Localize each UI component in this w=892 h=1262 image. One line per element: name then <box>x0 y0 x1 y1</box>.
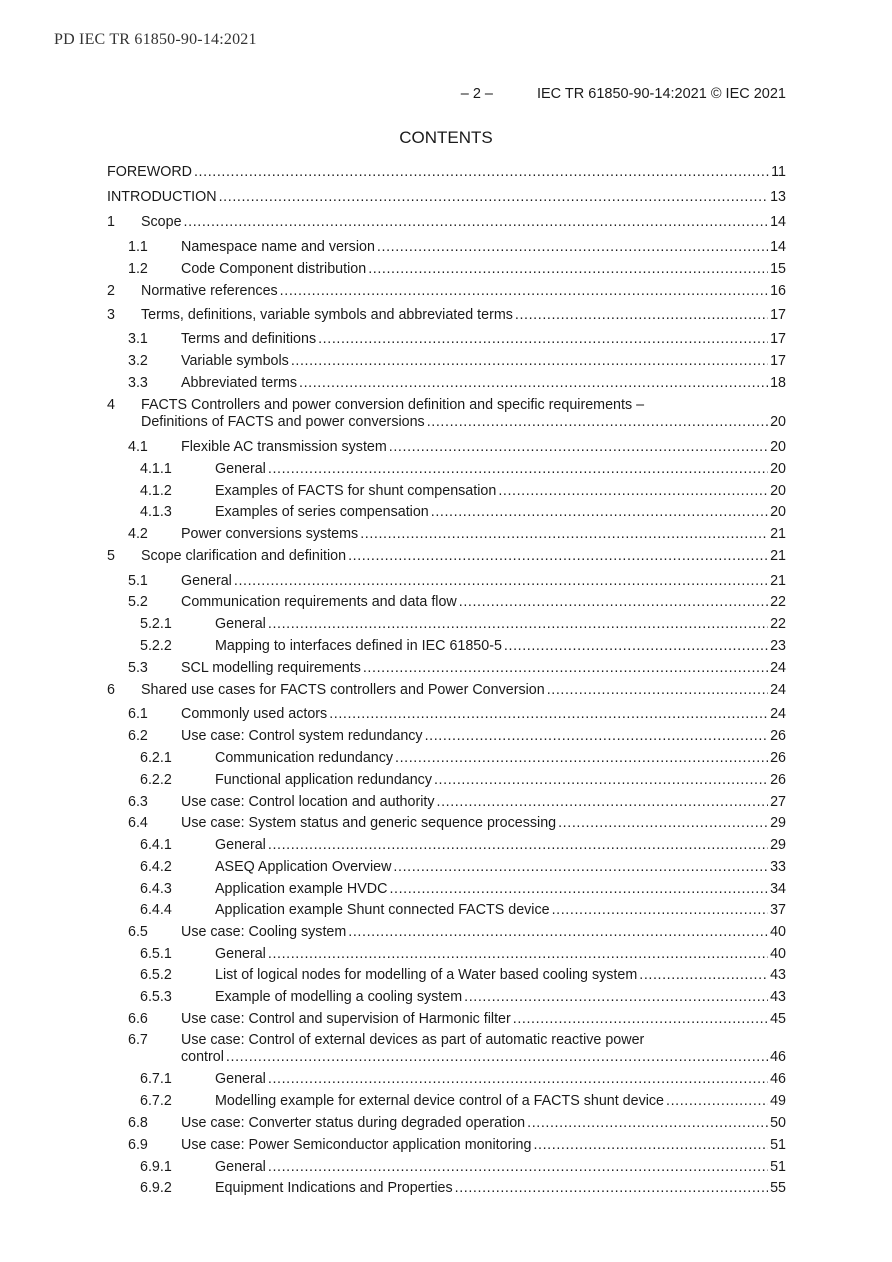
toc-entry[interactable] <box>107 1071 786 1088</box>
toc-entry-title: General <box>215 616 266 632</box>
toc-entry-page: 49 <box>770 1093 786 1109</box>
toc-entry[interactable] <box>107 307 786 324</box>
toc-entry-number: 6.4.1 <box>140 837 172 853</box>
toc-entry-page: 20 <box>770 439 786 455</box>
toc-entry[interactable] <box>107 397 786 431</box>
dot-leader <box>348 548 768 565</box>
dot-leader <box>268 837 768 854</box>
toc-entry-title: Use case: Control and supervision of Harmonic filter <box>181 1011 511 1027</box>
toc-entry-title: SCL modelling requirements <box>181 660 361 676</box>
toc-entry-page: 11 <box>771 164 786 180</box>
toc-entry-page: 40 <box>770 946 786 962</box>
toc-entry-title: Modelling example for external device control of a FACTS shunt device <box>215 1093 664 1109</box>
toc-entry-number: 6 <box>107 682 115 698</box>
toc-entry[interactable] <box>107 375 786 392</box>
toc-entry[interactable] <box>107 483 786 500</box>
toc-entry-page: 29 <box>770 837 786 853</box>
toc-entry-page: 17 <box>770 331 786 347</box>
dot-leader <box>527 1115 768 1132</box>
dot-leader <box>234 573 768 590</box>
toc-entry-title: Scope <box>141 214 182 230</box>
toc-entry-page: 16 <box>770 283 786 299</box>
toc-entry[interactable] <box>107 283 786 300</box>
toc-entry-title: Namespace name and version <box>181 239 375 255</box>
dot-leader <box>268 1071 768 1088</box>
dot-leader <box>547 682 768 699</box>
toc-entry-page: 43 <box>770 967 786 983</box>
dot-leader <box>268 461 768 478</box>
toc-entry-title: General <box>215 1159 266 1175</box>
toc-entry-page: 23 <box>770 638 786 654</box>
toc-entry[interactable] <box>107 594 786 611</box>
toc-entry-title: Example of modelling a cooling system <box>215 989 463 1005</box>
toc-entry-number: 6.9.1 <box>140 1159 172 1175</box>
toc-entry-page: 29 <box>770 815 786 831</box>
dot-leader <box>464 989 768 1006</box>
toc-entry[interactable] <box>107 1011 786 1028</box>
toc-entry[interactable] <box>107 638 786 655</box>
toc-entry-title: General <box>215 837 266 853</box>
toc-entry-title: Abbreviated terms <box>181 375 298 391</box>
toc-entry-number: 6.2 <box>128 728 148 744</box>
toc-entry-number: 6.7.2 <box>140 1093 172 1109</box>
toc-entry-number: 6.7.1 <box>140 1071 172 1087</box>
toc-entry[interactable] <box>107 526 786 543</box>
toc-entry[interactable] <box>107 353 786 370</box>
dot-leader <box>513 1011 768 1028</box>
dot-leader <box>299 375 768 392</box>
dot-leader <box>504 638 768 655</box>
toc-entry-number: 6.5.3 <box>140 989 172 1005</box>
toc-entry[interactable] <box>107 881 786 898</box>
toc-entry-number: 5.2 <box>128 594 148 610</box>
toc-entry-number: 6.9 <box>128 1137 148 1153</box>
toc-entry-page: 45 <box>770 1011 786 1027</box>
toc-entry[interactable] <box>107 616 786 633</box>
document-identifier: PD IEC TR 61850-90-14:2021 <box>54 31 257 48</box>
toc-entry-page: 55 <box>770 1180 786 1196</box>
contents-title: CONTENTS <box>399 128 493 147</box>
toc-entry-page: 20 <box>770 504 786 520</box>
toc-entry-number: 1.1 <box>128 239 148 255</box>
toc-entry[interactable] <box>107 1137 786 1154</box>
toc-entry-number: 5 <box>107 548 115 564</box>
toc-entry-number: 3.1 <box>128 331 148 347</box>
toc-entry-number: 3.3 <box>128 375 148 391</box>
toc-entry-number: 1.2 <box>128 261 148 277</box>
toc-entry[interactable] <box>107 837 786 854</box>
toc-entry-page: 21 <box>770 573 786 589</box>
toc-entry-number: 5.1 <box>128 573 148 589</box>
toc-entry[interactable] <box>107 946 786 963</box>
toc-entry-number: 6.5.2 <box>140 967 172 983</box>
toc-entry-title: Terms, definitions, variable symbols and abbreviated terms <box>141 307 513 323</box>
toc-entry[interactable] <box>107 924 786 941</box>
toc-entry-title: Code Component distribution <box>181 261 367 277</box>
toc-entry-number: 6.4.2 <box>140 859 172 875</box>
toc-entry-title: Normative references <box>141 283 278 299</box>
toc-entry[interactable] <box>107 261 786 278</box>
toc-entry-title: General <box>215 946 266 962</box>
dot-leader <box>427 414 768 431</box>
toc-entry-title-continued: Definitions of FACTS and power conversions <box>141 414 425 430</box>
toc-entry-title: Examples of series compensation <box>215 504 429 520</box>
dot-leader <box>552 902 769 919</box>
page-number: – 2 – <box>460 86 493 102</box>
dot-leader <box>395 750 768 767</box>
toc-entry-title: Application example Shunt connected FACTS device <box>215 902 550 918</box>
toc-entry-page: 21 <box>770 526 786 542</box>
toc-entry-page: 22 <box>770 594 786 610</box>
toc-entry-title: Examples of FACTS for shunt compensation <box>215 483 497 499</box>
toc-entry-title: Application example HVDC <box>215 881 388 897</box>
toc-entry[interactable] <box>107 331 786 348</box>
toc-entry-page: 20 <box>770 461 786 477</box>
toc-entry[interactable] <box>107 728 786 745</box>
dot-leader <box>377 239 768 256</box>
toc-entry-page: 24 <box>770 706 786 722</box>
toc-entry-title: Scope clarification and definition <box>141 548 347 564</box>
toc-entry-page: 37 <box>770 902 786 918</box>
dot-leader <box>558 815 768 832</box>
toc-entry-number: 2 <box>107 283 115 299</box>
toc-entry[interactable] <box>107 504 786 521</box>
toc-entry-title: Mapping to interfaces defined in IEC 61850-5 <box>215 638 502 654</box>
toc-entry-title: FOREWORD <box>107 164 192 180</box>
toc-entry[interactable] <box>107 660 786 677</box>
toc-entry[interactable] <box>107 706 786 723</box>
toc-entry-title: Use case: Converter status during degraded operation <box>181 1115 526 1131</box>
toc-entry-page: 14 <box>770 239 786 255</box>
toc-entry-title: FACTS Controllers and power conversion definition and specific requirements – <box>141 397 645 413</box>
toc-entry-number: 6.2.2 <box>140 772 172 788</box>
toc-entry[interactable] <box>107 859 786 876</box>
dot-leader <box>393 859 768 876</box>
toc-entry-page: 14 <box>770 214 786 230</box>
toc-entry-page: 26 <box>770 750 786 766</box>
toc-entry-title: General <box>215 461 266 477</box>
toc-entry-number: 6.4.4 <box>140 902 172 918</box>
toc-entry[interactable] <box>107 682 786 699</box>
toc-entry-number: 6.5.1 <box>140 946 172 962</box>
dot-leader <box>434 772 768 789</box>
dot-leader <box>184 214 769 231</box>
dot-leader <box>389 881 768 898</box>
toc-entry-title: Use case: Cooling system <box>181 924 347 940</box>
toc-entry-title-continued: control <box>181 1049 224 1065</box>
toc-entry-page: 15 <box>770 261 786 277</box>
toc-entry[interactable] <box>107 1093 786 1110</box>
toc-entry-title: Use case: Control system redundancy <box>181 728 423 744</box>
toc-entry-page: 20 <box>770 483 786 499</box>
toc-entry[interactable] <box>107 164 786 181</box>
toc-entry-title: Use case: Control location and authority <box>181 794 435 810</box>
dot-leader <box>459 594 768 611</box>
toc-entry[interactable] <box>107 239 786 256</box>
toc-entry[interactable] <box>107 1180 786 1197</box>
page-header <box>461 86 786 102</box>
toc-entry-page: 33 <box>770 859 786 875</box>
toc-entry-number: 6.6 <box>128 1011 148 1027</box>
toc-entry-title: Commonly used actors <box>181 706 328 722</box>
toc-entry-page: 17 <box>770 353 786 369</box>
dot-leader <box>318 331 768 348</box>
toc-entry-number: 6.2.1 <box>140 750 172 766</box>
toc-entry-page: 17 <box>770 307 786 323</box>
toc-entry-title: Communication requirements and data flow <box>181 594 457 610</box>
toc-entry-page: 51 <box>770 1137 786 1153</box>
toc-entry-title: Use case: Control of external devices as part of automatic reactive power <box>181 1032 645 1048</box>
toc-entry-number: 6.7 <box>128 1032 148 1048</box>
toc-entry-page: 46 <box>770 1049 786 1065</box>
toc-entry-number: 4.1.3 <box>140 504 172 520</box>
toc-entry-title: Shared use cases for FACTS controllers and Power Conversion <box>141 682 545 698</box>
toc-entry-number: 6.1 <box>128 706 148 722</box>
toc-entry-page: 26 <box>770 728 786 744</box>
toc-entry[interactable] <box>107 1032 786 1066</box>
dot-leader <box>437 794 769 811</box>
dot-leader <box>498 483 768 500</box>
toc-entry-page: 46 <box>770 1071 786 1087</box>
toc-entry-title: INTRODUCTION <box>107 189 217 205</box>
toc-entry[interactable] <box>107 772 786 789</box>
toc-entry[interactable] <box>107 967 786 984</box>
toc-entry-number: 6.9.2 <box>140 1180 172 1196</box>
toc-entry-number: 4.2 <box>128 526 148 542</box>
dot-leader <box>194 164 769 181</box>
toc-entry-number: 6.8 <box>128 1115 148 1131</box>
toc-entry[interactable] <box>107 461 786 478</box>
toc-entry[interactable] <box>107 1115 786 1132</box>
toc-entry-number: 5.2.1 <box>140 616 172 632</box>
toc-entry-page: 40 <box>770 924 786 940</box>
toc-entry[interactable] <box>107 573 786 590</box>
dot-leader <box>363 660 768 677</box>
dot-leader <box>329 706 768 723</box>
dot-leader <box>291 353 768 370</box>
dot-leader <box>533 1137 768 1154</box>
toc-entry[interactable] <box>107 1159 786 1176</box>
dot-leader <box>425 728 769 745</box>
toc-entry-title: List of logical nodes for modelling of a Water based cooling system <box>215 967 638 983</box>
toc-entry-number: 6.4.3 <box>140 881 172 897</box>
toc-entry-title: Use case: System status and generic sequence processing <box>181 815 557 831</box>
toc-entry-title: Communication redundancy <box>215 750 394 766</box>
standard-reference: IEC TR 61850-90-14:2021 © IEC 2021 <box>536 86 786 102</box>
toc-entry-page: 20 <box>770 414 786 430</box>
toc-entry-page: 27 <box>770 794 786 810</box>
toc-entry-number: 4.1 <box>128 439 148 455</box>
toc-entry-title: Variable symbols <box>181 353 289 369</box>
dot-leader <box>268 616 768 633</box>
toc-entry-title: General <box>181 573 232 589</box>
toc-entry[interactable] <box>107 214 786 231</box>
toc-entry-page: 43 <box>770 989 786 1005</box>
toc-entry-page: 21 <box>770 548 786 564</box>
toc-entry-page: 24 <box>770 682 786 698</box>
dot-leader <box>639 967 768 984</box>
dot-leader <box>389 439 768 456</box>
toc-entry-number: 3.2 <box>128 353 148 369</box>
dot-leader <box>348 924 768 941</box>
toc-entry[interactable] <box>107 750 786 767</box>
dot-leader <box>280 283 768 300</box>
toc-entry-title: Use case: Power Semiconductor application monitoring <box>181 1137 532 1153</box>
toc-entry-number: 5.3 <box>128 660 148 676</box>
toc-entry-title: Terms and definitions <box>181 331 317 347</box>
toc-entry-page: 18 <box>770 375 786 391</box>
dot-leader <box>219 189 768 206</box>
toc-entry-title: Flexible AC transmission system <box>181 439 387 455</box>
dot-leader <box>268 946 768 963</box>
toc-entry-number: 4 <box>107 397 115 413</box>
toc-entry[interactable] <box>107 189 786 206</box>
toc-entry-title: Power conversions systems <box>181 526 359 542</box>
toc-entry-title: General <box>215 1071 266 1087</box>
toc-entry-title: Equipment Indications and Properties <box>215 1180 453 1196</box>
dot-leader <box>360 526 768 543</box>
toc-entry-page: 34 <box>770 881 786 897</box>
toc-entry-number: 6.5 <box>128 924 148 940</box>
dot-leader <box>666 1093 768 1110</box>
toc-entry-title: Functional application redundancy <box>215 772 432 788</box>
toc-entry-number: 6.4 <box>128 815 148 831</box>
toc-entry-page: 26 <box>770 772 786 788</box>
dot-leader <box>268 1159 768 1176</box>
toc-entry-page: 50 <box>770 1115 786 1131</box>
toc-entry-number: 6.3 <box>128 794 148 810</box>
dot-leader <box>226 1049 768 1066</box>
toc-entry-page: 22 <box>770 616 786 632</box>
toc-entry[interactable] <box>107 989 786 1006</box>
toc-entry[interactable] <box>107 548 786 565</box>
toc-entry-number: 4.1.1 <box>140 461 172 477</box>
toc-entry-title: ASEQ Application Overview <box>215 859 392 875</box>
toc-entry-page: 51 <box>770 1159 786 1175</box>
toc-entry[interactable] <box>107 439 786 456</box>
dot-leader <box>368 261 768 278</box>
toc-entry[interactable] <box>107 902 786 919</box>
dot-leader <box>431 504 768 521</box>
toc-entry-number: 1 <box>107 214 115 230</box>
toc-entry-number: 3 <box>107 307 115 323</box>
toc-entry[interactable] <box>107 794 786 811</box>
toc-entry-page: 13 <box>770 189 786 205</box>
dot-leader <box>515 307 768 324</box>
toc-entry-number: 5.2.2 <box>140 638 172 654</box>
toc-entry[interactable] <box>107 815 786 832</box>
dot-leader <box>455 1180 768 1197</box>
toc-entry-page: 24 <box>770 660 786 676</box>
toc-entry-number: 4.1.2 <box>140 483 172 499</box>
